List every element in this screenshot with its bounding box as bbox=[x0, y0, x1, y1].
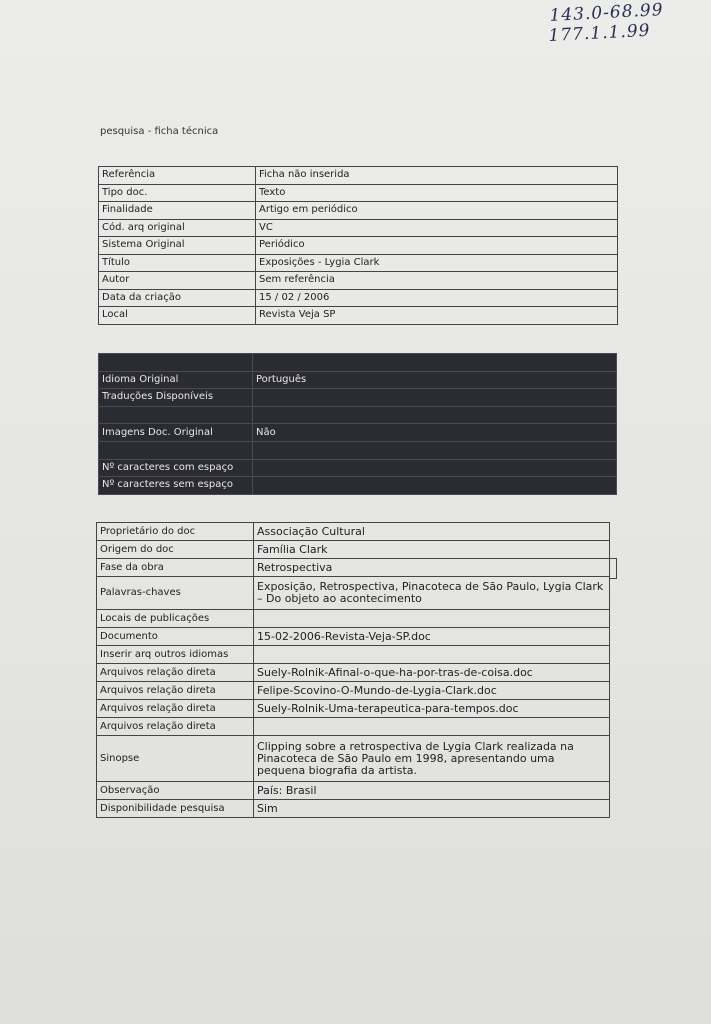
field-value: Suely-Rolnik-Uma-terapeutica-para-tempos.doc bbox=[254, 700, 610, 718]
table-row bbox=[99, 389, 617, 407]
field-value: 15-02-2006-Revista-Veja-SP.doc bbox=[254, 628, 610, 646]
field-label: Tipo doc. bbox=[99, 184, 256, 202]
field-label: Arquivos relação direta bbox=[97, 682, 254, 700]
field-label: Arquivos relação direta bbox=[97, 700, 254, 718]
table-row bbox=[97, 628, 610, 646]
table-row bbox=[99, 459, 617, 477]
field-label: Sistema Original bbox=[99, 237, 256, 255]
field-label: Referência bbox=[99, 167, 256, 185]
table-row bbox=[97, 559, 610, 577]
field-value bbox=[253, 441, 617, 459]
table-row bbox=[99, 371, 617, 389]
field-value bbox=[253, 459, 617, 477]
field-label: Cód. arq original bbox=[99, 219, 256, 237]
page-header: pesquisa - ficha técnica bbox=[100, 126, 219, 137]
field-label: Documento bbox=[97, 628, 254, 646]
table-border-artifact bbox=[610, 558, 617, 579]
table-row bbox=[99, 237, 618, 255]
field-label: Disponibilidade pesquisa bbox=[97, 800, 254, 818]
table-row bbox=[97, 736, 610, 782]
field-value bbox=[253, 477, 617, 495]
field-value bbox=[254, 646, 610, 664]
table-row bbox=[97, 541, 610, 559]
field-value: Revista Veja SP bbox=[256, 307, 618, 325]
field-label: Nº caracteres sem espaço bbox=[99, 477, 253, 495]
field-label: Proprietário do doc bbox=[97, 523, 254, 541]
table-row bbox=[97, 577, 610, 610]
field-label: Fase da obra bbox=[97, 559, 254, 577]
field-label: Nº caracteres com espaço bbox=[99, 459, 253, 477]
field-value: Felipe-Scovino-O-Mundo-de-Lygia-Clark.doc bbox=[254, 682, 610, 700]
field-label: Idioma Original bbox=[99, 371, 253, 389]
field-value: Exposição, Retrospectiva, Pinacoteca de São Paulo, Lygia Clark – Do objeto ao acontecimento bbox=[254, 577, 610, 610]
field-label: Título bbox=[99, 254, 256, 272]
field-value: Família Clark bbox=[254, 541, 610, 559]
field-value: Retrospectiva bbox=[254, 559, 610, 577]
field-label: Sinopse bbox=[97, 736, 254, 782]
field-label: Traduções Disponíveis bbox=[99, 389, 253, 407]
table-row bbox=[97, 610, 610, 628]
field-value: Suely-Rolnik-Afinal-o-que-ha-por-tras-de-coisa.doc bbox=[254, 664, 610, 682]
table-row bbox=[97, 664, 610, 682]
handwritten-catalog-numbers bbox=[549, 0, 701, 46]
archive-details-table bbox=[96, 522, 610, 818]
field-value bbox=[253, 354, 617, 372]
field-value: Clipping sobre a retrospectiva de Lygia Clark realizada na Pinacoteca de São Paulo em 1998, apresentando uma pequena biografia da artista. bbox=[254, 736, 610, 782]
handwritten-line: 177.1.1.99 bbox=[548, 20, 651, 47]
field-label: Arquivos relação direta bbox=[97, 664, 254, 682]
table-row bbox=[99, 167, 618, 185]
language-images-table bbox=[98, 353, 617, 495]
field-value bbox=[254, 610, 610, 628]
field-label: Locais de publicações bbox=[97, 610, 254, 628]
table-row bbox=[97, 782, 610, 800]
table-row bbox=[97, 700, 610, 718]
field-value: 15 / 02 / 2006 bbox=[256, 289, 618, 307]
field-value: País: Brasil bbox=[254, 782, 610, 800]
field-value: Ficha não inserida bbox=[256, 167, 618, 185]
field-value: Texto bbox=[256, 184, 618, 202]
field-label: Local bbox=[99, 307, 256, 325]
field-label: Observação bbox=[97, 782, 254, 800]
identification-table bbox=[98, 166, 618, 325]
field-label bbox=[99, 441, 253, 459]
table-row bbox=[99, 289, 618, 307]
table-row bbox=[99, 254, 618, 272]
table-row bbox=[99, 354, 617, 372]
table-row bbox=[97, 523, 610, 541]
field-label: Arquivos relação direta bbox=[97, 718, 254, 736]
table-row bbox=[99, 272, 618, 290]
field-value bbox=[253, 389, 617, 407]
field-value bbox=[254, 718, 610, 736]
field-label: Finalidade bbox=[99, 202, 256, 220]
field-value: Artigo em periódico bbox=[256, 202, 618, 220]
table-row bbox=[99, 424, 617, 442]
table-row bbox=[97, 800, 610, 818]
field-label bbox=[99, 406, 253, 424]
table-row bbox=[99, 184, 618, 202]
field-value bbox=[253, 406, 617, 424]
field-value: VC bbox=[256, 219, 618, 237]
field-value: Sim bbox=[254, 800, 610, 818]
field-value: Português bbox=[253, 371, 617, 389]
table-row bbox=[99, 406, 617, 424]
field-value: Periódico bbox=[256, 237, 618, 255]
table-row bbox=[99, 202, 618, 220]
field-label: Data da criação bbox=[99, 289, 256, 307]
field-label: Origem do doc bbox=[97, 541, 254, 559]
field-label: Imagens Doc. Original bbox=[99, 424, 253, 442]
table-row bbox=[97, 646, 610, 664]
table-row bbox=[97, 682, 610, 700]
handwritten-line: 143.0-68.99 bbox=[549, 0, 665, 26]
field-value: Não bbox=[253, 424, 617, 442]
table-row bbox=[99, 441, 617, 459]
field-label: Palavras-chaves bbox=[97, 577, 254, 610]
field-label: Autor bbox=[99, 272, 256, 290]
table-row bbox=[97, 718, 610, 736]
field-value: Associação Cultural bbox=[254, 523, 610, 541]
field-value: Exposições - Lygia Clark bbox=[256, 254, 618, 272]
table-row bbox=[99, 477, 617, 495]
table-row bbox=[99, 307, 618, 325]
field-label bbox=[99, 354, 253, 372]
field-value: Sem referência bbox=[256, 272, 618, 290]
table-row bbox=[99, 219, 618, 237]
field-label: Inserir arq outros idiomas bbox=[97, 646, 254, 664]
